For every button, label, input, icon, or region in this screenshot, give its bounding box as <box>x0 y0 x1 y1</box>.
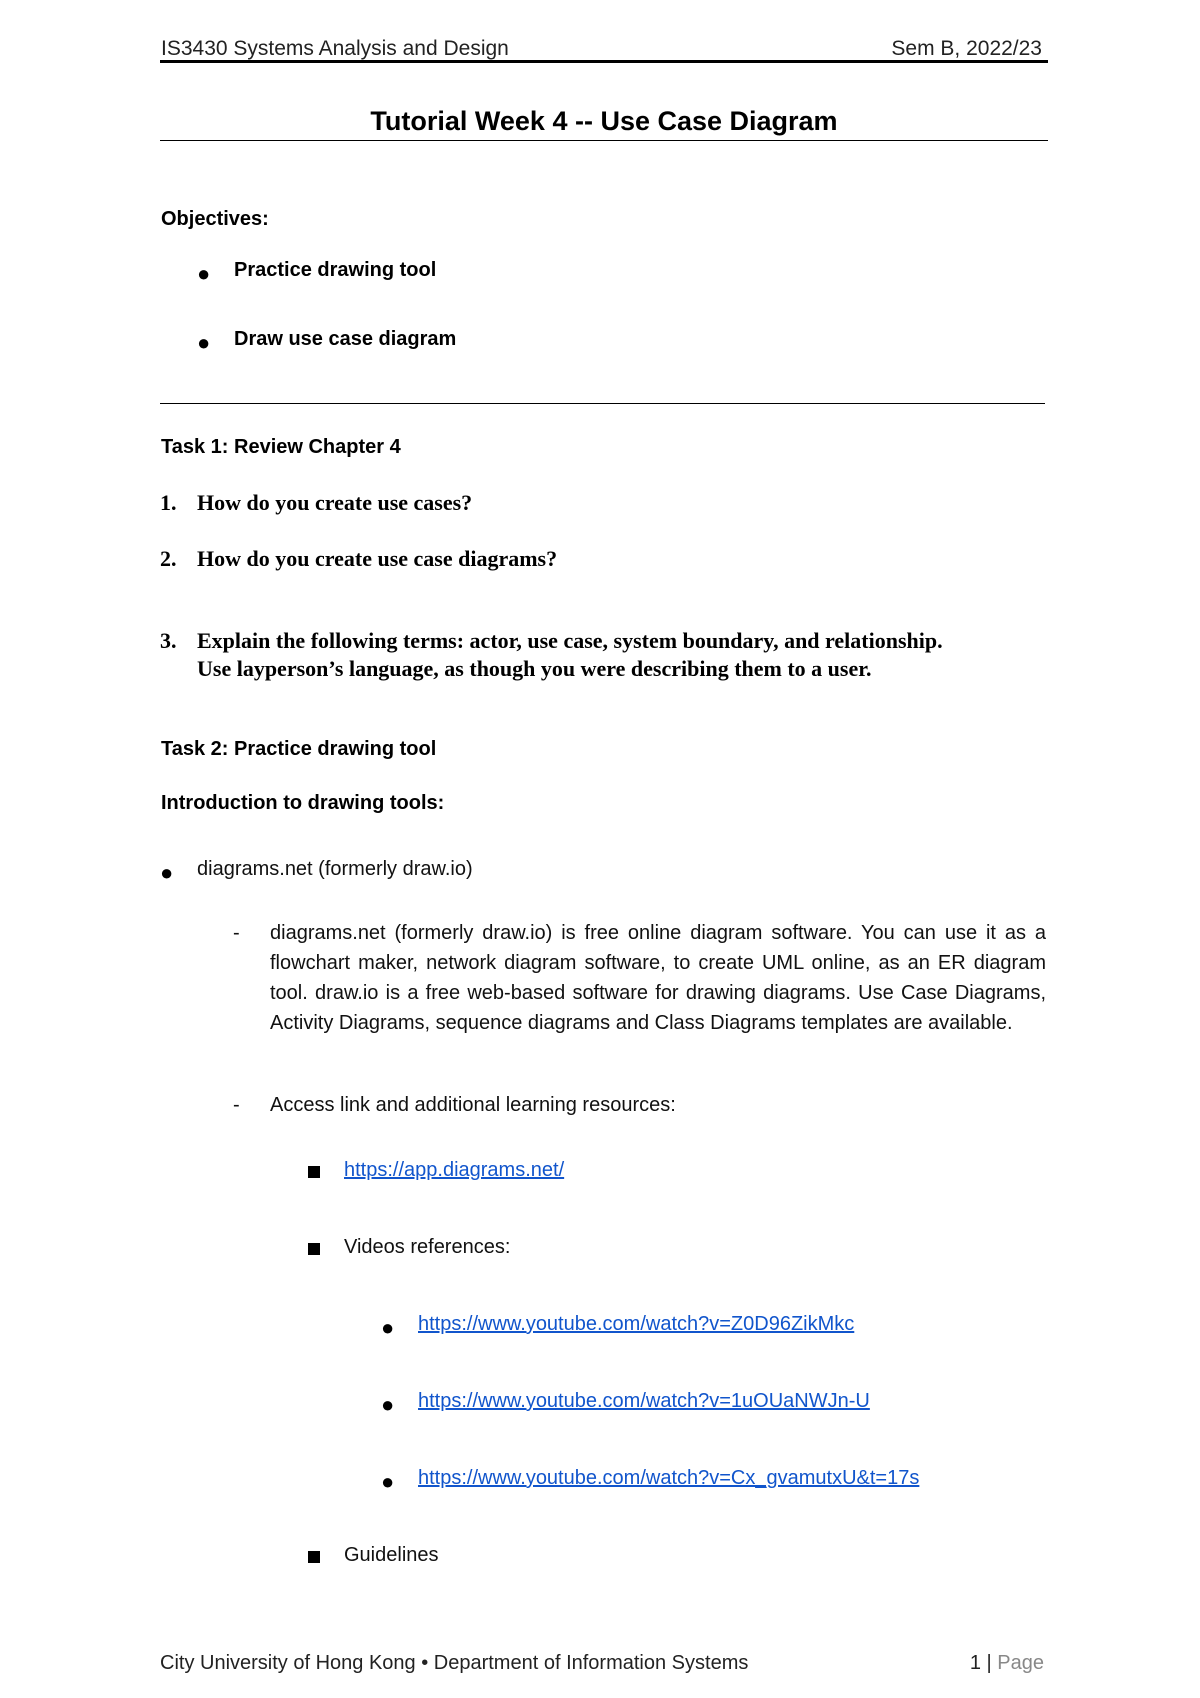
objective-item: Draw use case diagram <box>234 328 457 350</box>
video-link[interactable]: https://www.youtube.com/watch?v=Z0D96ZikMkc <box>418 1313 855 1335</box>
tool-description: diagrams.net (formerly draw.io) is free online diagram software. You can use it as a flowchart maker, network diagram software, to create UML online, as an ER diagram tool. draw.io is a free web-based software for drawing diagrams. Use Case Diagrams, Activity Diagrams, sequence diagrams and Class Diagrams templates are available. <box>270 922 1046 1034</box>
bullet-icon: ● <box>381 1392 395 1417</box>
access-label: Access link and additional learning resources: <box>270 1094 676 1116</box>
bullet-icon: ● <box>381 1315 395 1340</box>
title-rule <box>160 140 1048 141</box>
dash-icon: - <box>233 922 240 944</box>
square-bullet-icon <box>308 1166 320 1178</box>
bullet-icon: ● <box>197 330 211 355</box>
dash-icon: - <box>233 1094 240 1116</box>
task1-heading: Task 1: Review Chapter 4 <box>161 436 401 458</box>
page-separator: | <box>986 1652 992 1674</box>
question-text-line1: Explain the following terms: actor, use case, system boundary, and relationship. <box>197 628 943 653</box>
footer-page <box>960 1652 1044 1675</box>
task2-heading: Task 2: Practice drawing tool <box>161 738 437 760</box>
video-link[interactable]: https://www.youtube.com/watch?v=Cx_gvamutxU&t=17s <box>418 1467 920 1489</box>
page-number: 1 <box>969 1652 981 1674</box>
footer-institution: City University of Hong Kong • Department of Information Systems <box>160 1652 749 1674</box>
header-semester: Sem B, 2022/23 <box>891 37 1042 60</box>
header-rule <box>160 60 1048 63</box>
app-link[interactable]: https://app.diagrams.net/ <box>344 1159 565 1181</box>
question-number: 2. <box>160 546 177 571</box>
bullet-icon: ● <box>197 261 211 286</box>
bullet-icon: ● <box>381 1469 395 1494</box>
question-text: How do you create use case diagrams? <box>197 546 558 571</box>
intro-label: Introduction to drawing tools: <box>161 792 445 814</box>
page-word: Page <box>997 1652 1044 1674</box>
header-course: IS3430 Systems Analysis and Design <box>161 37 509 60</box>
objectives-label: Objectives: <box>161 208 269 230</box>
page-title: Tutorial Week 4 -- Use Case Diagram <box>370 106 838 136</box>
question-number: 3. <box>160 628 177 653</box>
question-text-line2: Use layperson’s language, as though you were describing them to a user. <box>197 656 872 681</box>
question-text: How do you create use cases? <box>197 490 473 515</box>
square-bullet-icon <box>308 1551 320 1563</box>
guidelines-label: Guidelines <box>344 1544 439 1566</box>
bullet-icon: ● <box>160 860 174 885</box>
videos-label: Videos references: <box>344 1236 511 1258</box>
question-number: 1. <box>160 490 177 515</box>
square-bullet-icon <box>308 1243 320 1255</box>
objective-item: Practice drawing tool <box>234 259 437 281</box>
section-divider <box>160 403 1045 404</box>
video-link[interactable]: https://www.youtube.com/watch?v=1uOUaNWJn-U <box>418 1390 870 1412</box>
tool-name: diagrams.net (formerly draw.io) <box>197 858 473 880</box>
